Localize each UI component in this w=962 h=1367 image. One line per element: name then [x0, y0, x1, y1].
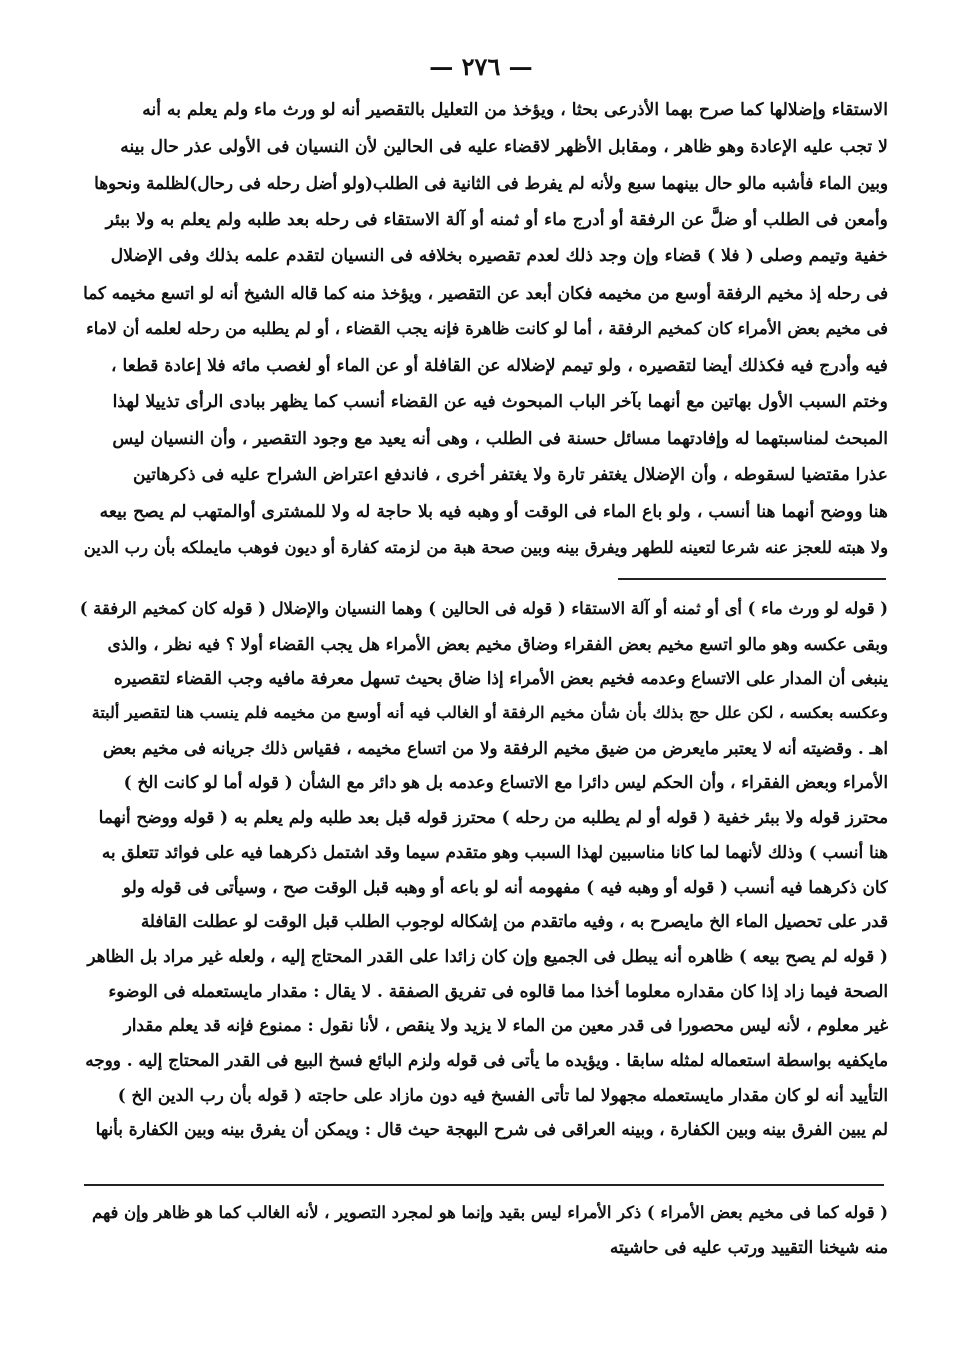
note-line: الصحة فيما زاد إذا كان مقداره معلوما أخذا مما قالوه فى تفريق الصفقة . لا يقال : مقدار مايستعمله فى الوضوء — [108, 980, 888, 1001]
note-line: التأييد أنه لو كان مقدار مايستعمله مجهولا لما تأتى الفسخ فيه دون مازاد على حاجته ( قوله بأن رب الدين الخ ) — [117, 1084, 888, 1105]
footnote-divider — [84, 1184, 884, 1186]
note-line: ( قوله لو ورث ماء ) أى أو ثمنه أو آلة الاستقاء ( قوله فى الحالين ) وهما النسيان والإضلال ( قوله كان كمخيم الرفقة ) — [79, 599, 888, 618]
text-line: المبحث لمناسبتهما له وإفادتهما مسائل حسنة فى الطلب ، وهى أنه يعيد مع وجود التقصير ، وأن النسيان ليس — [112, 428, 888, 449]
note-line: قدر على تحصيل الماء الخ مايصرح به ، وفيه ماتقدم من إشكاله لوجوب الطلب قبل الوقت لو عطلت القافلة — [140, 911, 888, 932]
text-line: هنا ووضح أنهما هنا أنسب ، ولو باع الماء فى الوقت أو وهبه فيه بلا حاجة له ولا للمشترى أوالمتهب لم يصح بيعه — [99, 501, 888, 522]
text-line: وختم السبب الأول بهاتين مع أنهما بآخر الباب المبحوث فيه عن القضاء أنسب كما يظهر ببادى الرأى تذييلا لهذا — [112, 392, 888, 412]
note-line: هنا أنسب ) وذلك لأنهما لما كانا مناسبين لهذا السبب وهو متقدم سيما وقد اشتمل ذكرهما فيه على فوائد تتعلق به — [101, 841, 888, 862]
note-line: وبقى عكسه وهو مالو اتسع مخيم بعض الفقراء وضاق مخيم بعض الأمراء هل يجب القضاء أولا ؟ فيه نظر ، والذى — [107, 633, 888, 654]
text-line: وأمعن فى الطلب أو ضلَّ عن الرفقة أو أدرج ماء أو ثمنه أو آلة الاستقاء فى رحله بعد طلبه ولم يعلم به ولا ببئر — [105, 209, 888, 230]
text-line: وبين الماء فأشبه مالو حال بينهما سبع ولأنه لم يفرط فى الثانية فى الطلب(ولو أضل رحله فى رحال)لظلمة ونحوها — [94, 173, 888, 193]
text-line: الاستقاء وإضلالها كما صرح بهما الأذرعى بحثا ، ويؤخذ من التعليل بالتقصير أنه لو ورث ماء ولم يعلم به أنه — [142, 100, 888, 120]
note-line: لم يبين الفرق بينه وبين الكفارة ، وبينه العراقى فى شرح البهجة حيث قال : ويمكن أن يفرق بينه وبين الكفارة بأنها — [95, 1119, 888, 1140]
page-number: — ٢٧٦ — — [429, 52, 533, 81]
note-line: مايكفيه بواسطة استعماله لمثله سابقا . ويؤيده ما يأتى فى قوله ولزم البائع فسخ البيع فى القدر المحتاج إليه . ووجه — [85, 1049, 888, 1070]
note-line: ينبغى أن المدار على الاتساع وعدمه فخيم بعض الأمراء إذا ضاق بحيث تسهل معرفة مافيه وجب القضاء لتقصيره — [113, 668, 888, 689]
text-line: فى رحله إذ مخيم الرفقة أوسع من مخيمه فكان أبعد عن التقصير ، ويؤخذ منه كما قاله الشيخ أنه لو اتسع مخيمه كما — [83, 282, 888, 303]
note-line: اهـ . وقضيته أنه لا يعتبر مايعرض من ضيق مخيم الرفقة ولا من اتساع مخيمه ، فقياس ذلك جريانه فى مخيم بعض — [102, 737, 888, 758]
section-divider — [618, 578, 886, 580]
note-line: غير معلوم ، لأنه ليس محصورا فى قدر معين من الماء لا يزيد ولا ينقص ، لأنا نقول : ممنوع فإنه قد يعلم مقدار — [123, 1015, 888, 1036]
text-line: فيه وأدرج فيه فكذلك أيضا لتقصيره ، ولو تيمم لإضلاله عن القافلة أو عن الماء أو لغصب مائه فلا إعادة قطعا ، — [111, 355, 888, 376]
text-line: فى مخيم بعض الأمراء كان كمخيم الرفقة ، أما لو كانت ظاهرة فإنه يجب القضاء ، أو لم يطلبه من رحله لعلمه أن لاماء — [86, 319, 888, 338]
footnote-text — [78, 1196, 888, 1264]
text-line: ولا هبته للعجز عنه شرعا لتعينه للطهر ويفرق بينه وبين صحة هبة من لزمته كفارة أو ديون فوهب مايملكه بأن رب الدين — [83, 538, 888, 557]
note-line: الأمراء وبعض الفقراء ، وأن الحكم ليس دائرا مع الاتساع وعدمه بل هو دائر مع الشأن ( قوله أما لو كانت الخ ) — [123, 772, 888, 793]
footnote-line: منه شيخنا التقييد ورتب عليه فى حاشيته — [609, 1237, 888, 1257]
note-line: كان ذكرهما فيه أنسب ( قوله أو وهبه فيه ) مفهومه أنه لو باعه أو وهبه قبل الوقت صح ، وسيأتى فى قوله ولو — [122, 876, 888, 897]
text-line: خفية وتيمم وصلى ( فلا ) قضاء وإن وجد ذلك لعدم تقصيره بخلافه فى النسيان لتقدم علمه بذلك وفى الإضلال — [110, 246, 888, 266]
commentary-text — [78, 592, 888, 1147]
note-line: ( قوله لم يصح بيعه ) ظاهره أنه يبطل فى الجميع وإن كان زائدا على القدر المحتاج إليه ، ولعله غير مراد بل الظاهر — [87, 945, 888, 966]
text-line: عذرا مقتضيا لسقوطه ، وأن الإضلال يغتفر تارة ولا يغتفر أخرى ، فاندفع اعتراض الشراح عليه فى ذكرهاتين — [132, 465, 888, 485]
note-line: محترز قوله ولا ببئر خفية ( قوله أو لم يطلبه من رحله ) محترز قوله قبل بعد طلبه ولم يعلم به ( قوله ووضح أنهما — [98, 807, 888, 828]
note-line: وعكسه بعكسه ، لكن علل حج بذلك بأن شأن مخيم الرفقة أو الغالب فيه أنه أوسع من مخيمه فلم ينسب هنا لتقصير ألبتة — [91, 703, 888, 723]
footnote-line: ( قوله كما فى مخيم بعض الأمراء ) ذكر الأمراء ليس بقيد وإنما هو لمجرد التصوير ، لأنه الغالب كما هو ظاهر وإن فهم — [92, 1203, 888, 1222]
text-line: لا تجب عليه الإعادة وهو ظاهر ، ومقابل الأظهر لاقضاء عليه فى الحالين لأن النسيان فى الأولى عذر حال بينه — [120, 136, 888, 157]
main-text — [78, 92, 888, 567]
